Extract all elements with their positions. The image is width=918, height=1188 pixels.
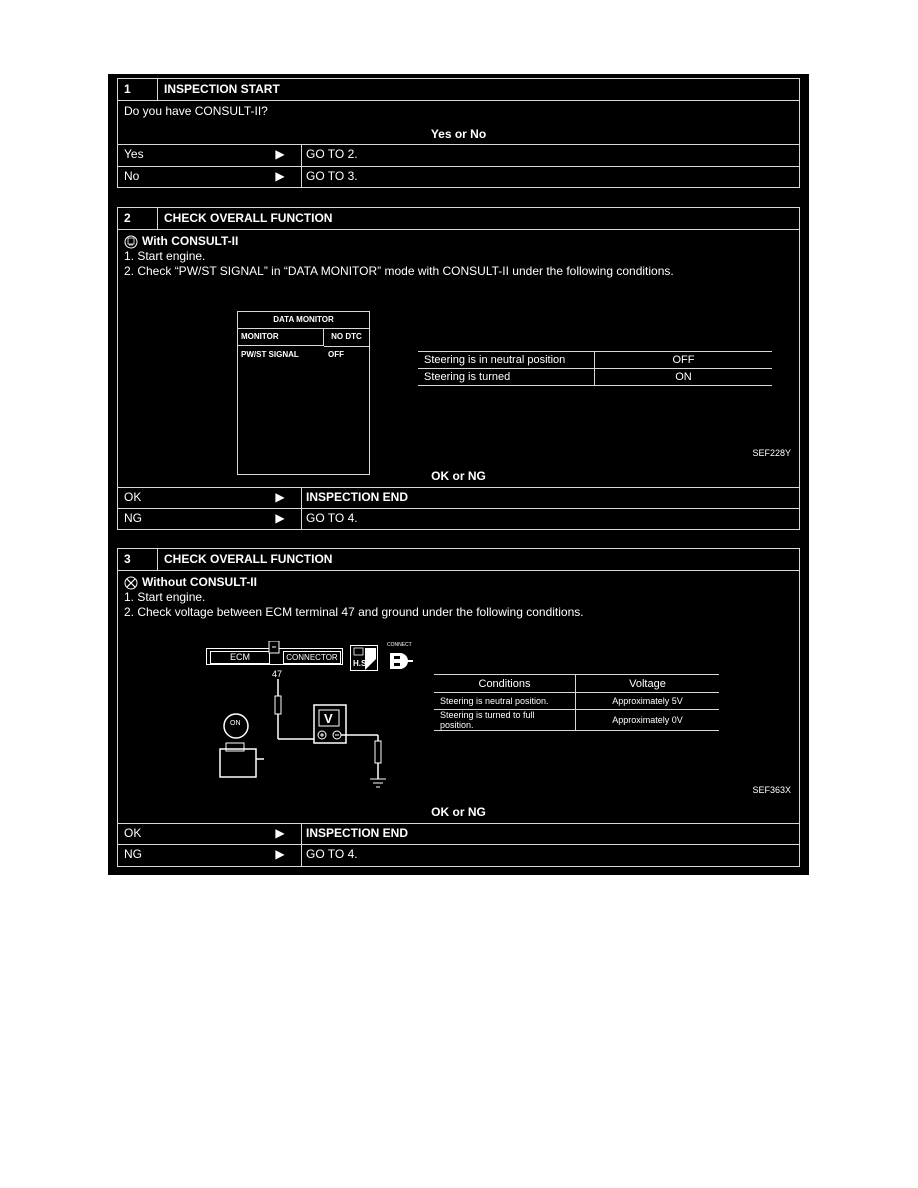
step-1-header [118, 79, 799, 101]
figure-code: SEF228Y [752, 448, 791, 458]
hs-icon [350, 645, 378, 671]
arrow-icon: ▶ [275, 847, 285, 861]
branch-label: OK [124, 826, 142, 840]
goto-link[interactable]: GO TO 2. [306, 147, 358, 161]
instruction-2: 2. Check “PW/ST SIGNAL” in “DATA MONITOR” mode with CONSULT-II under the following conditions. [124, 264, 674, 278]
condition-cell: Steering is turned to full position. [434, 710, 576, 731]
monitor-item: PW/ST SIGNAL [241, 350, 299, 359]
step-number: 3 [118, 549, 158, 570]
goto-link[interactable]: GO TO 4. [306, 847, 358, 861]
arrow-icon: ▶ [275, 511, 285, 525]
figure-code: SEF363X [752, 785, 791, 795]
condition-table [418, 351, 772, 386]
ecm-label: ECM [210, 651, 270, 664]
value-cell: OFF [595, 352, 773, 369]
step-2-block [117, 207, 800, 530]
goto-link[interactable]: INSPECTION END [306, 826, 409, 840]
branch-row-yes [118, 145, 799, 167]
branch-row-ok [118, 824, 799, 845]
branch-row-ng [118, 509, 799, 529]
goto-link[interactable]: INSPECTION END [306, 490, 409, 504]
branch-label: Yes [124, 147, 144, 161]
condition-table [434, 674, 719, 731]
arrow-icon: ▶ [275, 490, 285, 504]
branch-label: OK [124, 490, 142, 504]
voltage-header: Voltage [576, 675, 720, 693]
branch-label: No [124, 169, 140, 183]
mode-label: With CONSULT-II [142, 234, 239, 248]
step-2-body [118, 230, 799, 488]
ok-ng-prompt: OK or NG [431, 805, 486, 819]
meter-label: V [324, 711, 333, 726]
branch-label: NG [124, 511, 142, 525]
condition-cell: Steering is turned [418, 369, 595, 386]
step-number: 2 [118, 208, 158, 229]
monitor-col: MONITOR [238, 328, 324, 346]
goto-link[interactable]: GO TO 3. [306, 169, 358, 183]
value-cell: Approximately 5V [576, 693, 720, 710]
no-consult-icon [124, 576, 138, 590]
branch-row-no [118, 167, 799, 187]
ok-ng-prompt: OK or NG [431, 469, 486, 483]
goto-link[interactable]: GO TO 4. [306, 511, 358, 525]
table-row [418, 369, 772, 386]
step-title: CHECK OVERALL FUNCTION [164, 211, 333, 225]
hs-label: H.S. [353, 659, 369, 668]
step-title: CHECK OVERALL FUNCTION [164, 552, 333, 566]
arrow-icon: ▶ [275, 169, 285, 183]
mode-label: Without CONSULT-II [142, 575, 257, 589]
question-text: Do you have CONSULT-II? [124, 104, 268, 118]
connector-label: CONNECTOR [283, 651, 341, 664]
terminal-number: 47 [272, 669, 283, 679]
table-row [434, 693, 719, 710]
connect-label: CONNECT [387, 642, 412, 648]
instruction-1: 1. Start engine. [124, 249, 206, 263]
branch-row-ng [118, 845, 799, 866]
arrow-icon: ▶ [275, 147, 285, 161]
instruction-1: 1. Start engine. [124, 590, 206, 604]
arrow-icon: ▶ [275, 826, 285, 840]
no-dtc-col: NO DTC [324, 328, 369, 347]
table-row [418, 352, 772, 369]
step-1-block [117, 78, 800, 188]
condition-cell: Steering is neutral position. [434, 693, 576, 710]
value-cell: Approximately 0V [576, 710, 720, 731]
table-row [434, 710, 719, 731]
monitor-value: OFF [328, 350, 344, 359]
step-3-header [118, 549, 799, 571]
connect-plug-icon [386, 650, 414, 672]
conditions-header: Conditions [434, 675, 576, 693]
consult-icon [124, 235, 138, 249]
step-title: INSPECTION START [164, 82, 280, 96]
data-monitor-title: DATA MONITOR [238, 312, 369, 329]
step-3-body [118, 571, 799, 824]
table-header-row [434, 675, 719, 693]
ignition-on-label: ON [230, 720, 241, 727]
data-monitor-screen [237, 311, 370, 475]
step-number: 1 [118, 79, 158, 100]
instruction-2: 2. Check voltage between ECM terminal 47 and ground under the following conditions. [124, 605, 584, 619]
branch-label: NG [124, 847, 142, 861]
branch-row-ok [118, 488, 799, 509]
value-cell: ON [595, 369, 773, 386]
yes-no-prompt: Yes or No [430, 127, 487, 141]
step-1-body [118, 101, 799, 145]
step-2-header [118, 208, 799, 230]
step-3-block [117, 548, 800, 867]
condition-cell: Steering is in neutral position [418, 352, 595, 369]
